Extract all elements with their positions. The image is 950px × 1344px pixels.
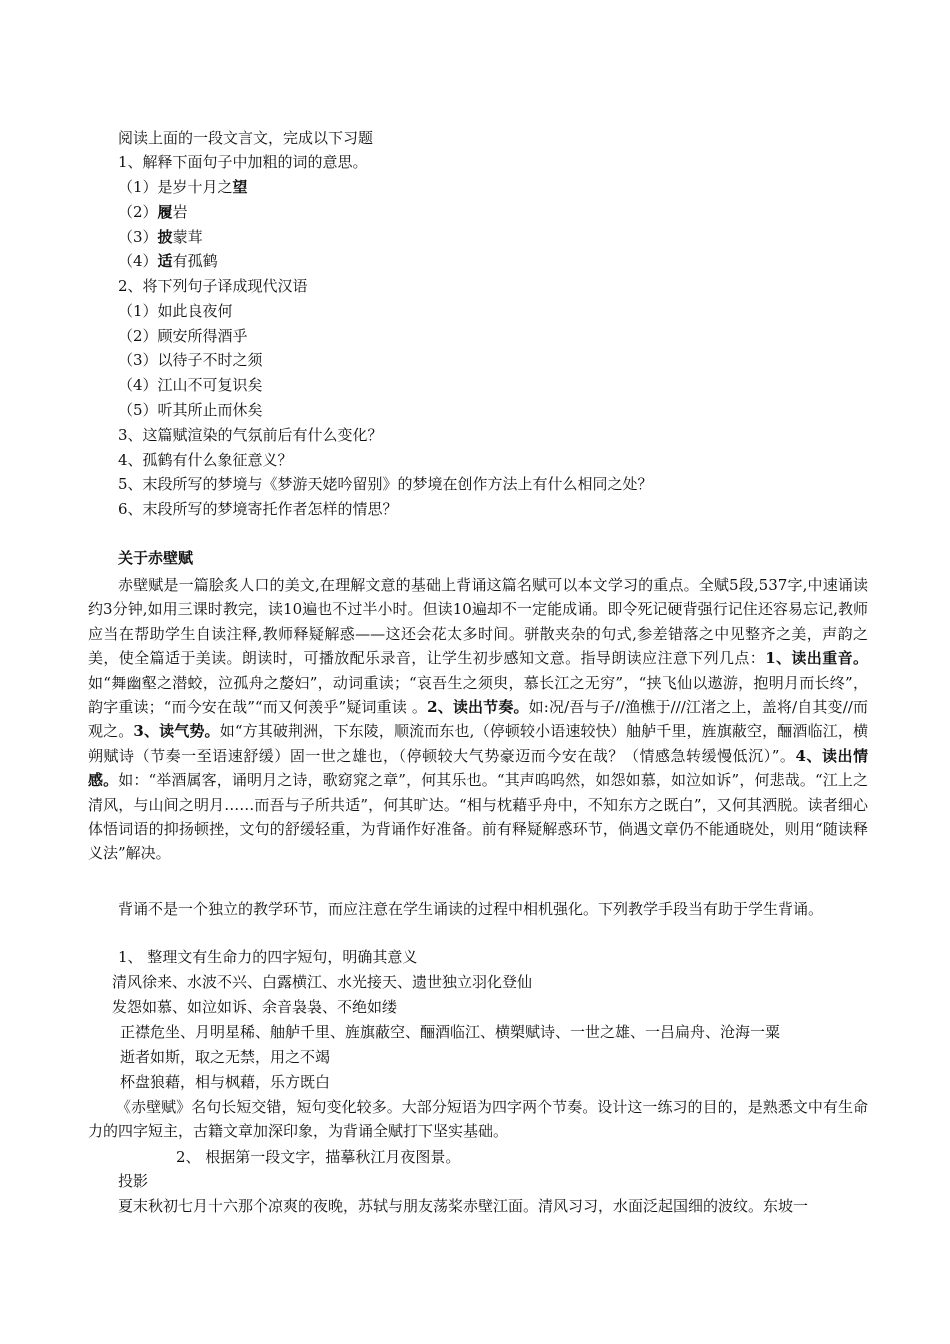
question-4: 4、孤鹤有什么象征意义？ [118, 451, 293, 469]
phrase-line: 逝者如斯，取之无禁，用之不竭 [120, 1048, 331, 1066]
paragraph-scene: 夏末秋初七月十六那个凉爽的夜晚，苏轼与朋友荡桨赤壁江面。清风习习，水面泛起国细的波纹。东坡一 [118, 1197, 809, 1215]
projection-label: 投影 [118, 1172, 149, 1190]
question-2-item: （3）以待子不时之须 [118, 351, 263, 369]
question-1-item: （4）适有孤鹤 [118, 252, 218, 270]
phrase-line: 发怨如慕、如泣如诉、余音袅袅、不绝如缕 [112, 998, 398, 1016]
question-2-item: （4）江山不可复识矣 [118, 376, 263, 394]
step-1: 1、 整理文有生命力的四字短句，明确其意义 [118, 948, 418, 966]
paragraph-exercise-purpose: 《赤壁赋》名句长短交错，短句变化较多。大部分短语为四字两个节奏。设计这一练习的目的，是熟悉文中有生命力的四字短主，古籍文章加深印象，为背诵全赋打下坚实基础。 [88, 1098, 868, 1141]
phrase-line: 杯盘狼藉，相与枫藉，乐方既白 [120, 1073, 331, 1091]
question-6: 6、末段所写的梦境寄托作者怎样的情思？ [118, 500, 398, 518]
question-2-item: （2）顾安所得酒乎 [118, 327, 248, 345]
question-2-item: （1）如此良夜何 [118, 302, 233, 320]
question-1-item: （3）披蒙茸 [118, 228, 203, 246]
paragraph-recitation: 背诵不是一个独立的教学环节，而应注意在学生诵读的过程中相机强化。下列教学手段当有助于学生背诵。 [118, 900, 824, 918]
phrase-line: 清风徐来、水波不兴、白露横江、水光接天、遗世独立羽化登仙 [112, 973, 533, 991]
question-3: 3、这篇赋渲染的气氛前后有什么变化？ [118, 426, 383, 444]
section-heading: 关于赤壁赋 [118, 549, 194, 567]
paragraph-reading-guide: 赤壁赋是一篇脍炙人口的美文,在理解文意的基础上背诵这篇名赋可以本文学习的重点。全赋5段,537字,中速诵读约3分钟,如用三课时教完，读10遍也不过半小时。但读10遍却不一定能成诵。即令死记硬背强行记住还容易忘记,教师应当在帮助学生自读注释,教师释疑解惑——这还会花太多时间。骈散夹杂的句式,参差错落之中见整齐之美，声韵之美，使全篇适于美读。朗读时，可播放配乐录音，让学生初步感知文意。指导朗读应注意下列几点：1、读出重音。如“舞幽壑之潜蛟，泣孤舟之嫠妇”，动词重读；“哀吾生之须臾，慕长江之无穷”，“挟飞仙以遨游，抱明月而长终”，韵字重读；“而今安在哉”“而又何羡乎”疑词重读 。2、读出节奏。如:况/吾与子//渔樵于///江渚之上，盖将/自其变//而观之。3、读气势。如“方其破荆洲，下东陵，顺流而东也,（停顿较小语速较快）舳舻千里，旌旗蔽空，酾酒临江，横朔赋诗（节奏一至语速舒缓）固一世之雄也，（停顿较大气势豪迈而今安在哉？（情感急转缓慢低沉）”。4、读出情感。如：“举酒属客，诵明月之诗，歌窈窕之章”，何其乐也。“其声呜呜然，如怨如慕，如泣如诉”，何悲哉。“江上之清风，与山间之明月……而吾与子所共适”，何其旷达。“相与枕藉乎舟中，不知东方之既白”，又何其洒脱。读者细心体悟词语的抑扬顿挫，文句的舒缓轻重，为背诵作好准备。前有释疑解惑环节，倘遇文章仍不能通晓处，则用“随读释义法”解决。 [88, 576, 868, 863]
exercise-intro: 阅读上面的一段文言文，完成以下习题 [118, 129, 374, 147]
question-1: 1、解释下面句子中加粗的词的意思。 [118, 153, 368, 171]
question-1-item: （2）履岩 [118, 203, 188, 221]
phrase-line: 正襟危坐、月明星稀、舳舻千里、旌旗蔽空、酾酒临江、横槊赋诗、一世之雄、一吕扁舟、沧海一粟 [120, 1023, 781, 1041]
question-5: 5、末段所写的梦境与《梦游天姥吟留别》的梦境在创作方法上有什么相同之处？ [118, 475, 653, 493]
question-2: 2、将下列句子译成现代汉语 [118, 277, 308, 295]
question-1-item: （1）是岁十月之望 [118, 178, 248, 196]
question-2-item: （5）听其所止而休矣 [118, 401, 263, 419]
step-2: 2、 根据第一段文字，描摹秋江月夜图景。 [176, 1148, 461, 1166]
